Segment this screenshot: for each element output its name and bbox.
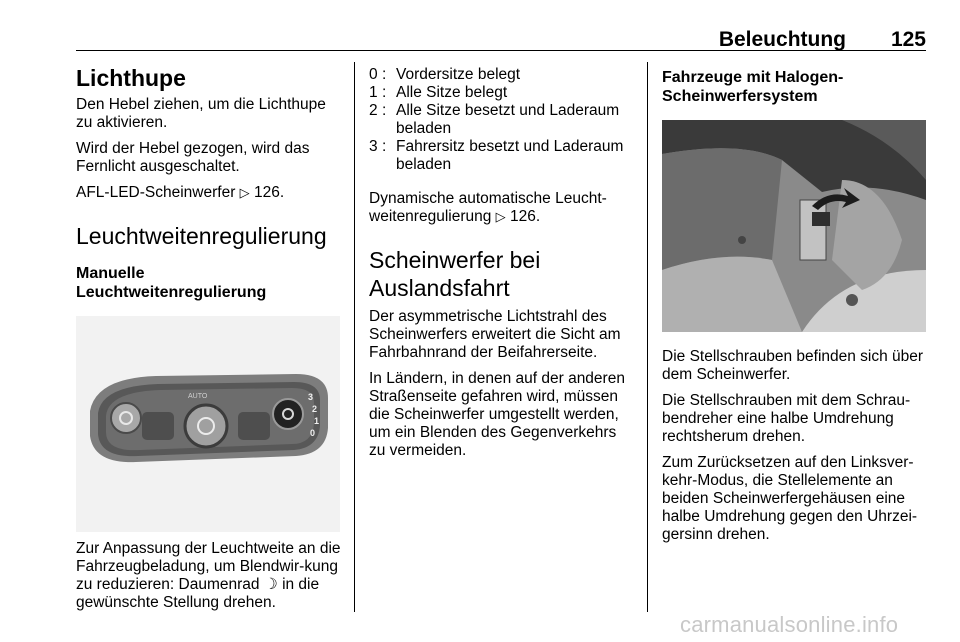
paragraph-halogen-2: Die Stellschrauben mit dem Schrau-bendreher eine halbe Umdrehung rechtsherum drehen. [662,392,911,445]
caption-thumbwheel [76,540,344,612]
heading-scheinwerfer-ausland-2: Auslandsfahrt [369,275,510,301]
column-1 [76,62,344,612]
list-item-colon: : [382,66,387,83]
list-item-colon: : [382,84,387,101]
column-3 [662,62,928,544]
headlight-adjusting-screw-photo [662,120,926,332]
headlight-range-thumbwheel-icon [273,399,303,429]
heading-lichthupe: Lichthupe [76,65,186,91]
list-item-number: 2 [369,102,378,119]
headlight-rotary-knob-icon [185,405,227,447]
paragraph-ausland-2: In Ländern, in denen auf der anderen Straßenseite gefahren wird, müssen die Scheinwerfer umgestellt werden, um ein Blenden des Gegenverkehrs zu vermeiden. [369,370,625,459]
list-item [369,84,633,102]
heading-leuchtweitenregulierung: Leuchtweitenregulierung [76,223,327,249]
paragraph-lichthupe-2: Wird der Hebel gezogen, wird das Fernlicht ausgeschaltet. [76,140,310,175]
page-ref-link[interactable]: 126. [509,208,541,225]
list-item-number: 1 [369,84,378,101]
heading-halogen-2: Scheinwerfersystem [662,88,818,105]
dial-label-0: 0 [310,428,316,438]
dial-label-2: 2 [312,404,318,414]
load-setting-list [369,66,633,174]
page-number: 125 [890,28,926,51]
column-2 [369,62,633,460]
page-ref-link[interactable]: 126. [253,184,285,201]
afl-text: AFL-LED-Scheinwerfer [76,184,236,201]
list-item-text: Vordersitze belegt [396,66,521,83]
list-item [369,66,633,84]
heading-scheinwerfer-ausland-1: Scheinwerfer bei [369,247,541,273]
column-divider-2 [647,62,648,612]
paragraph-afl [76,184,344,202]
page-ref-arrow-icon: ▷ [495,209,506,224]
list-item-number: 0 [369,66,378,83]
list-item-colon: : [382,138,387,155]
subheading-manuelle-1: Manuelle [76,265,145,282]
thumbwheel-symbol-icon: ☽ [263,576,278,593]
paragraph-halogen-3: Zum Zurücksetzen auf den Linksver-kehr-Modus, die Stellelemente an beiden Scheinwerfergehäusen eine halbe Umdrehung gegen den Uhrzei-gersinn drehen. [662,454,918,543]
auto-label: AUTO [188,393,208,400]
list-item-colon: : [382,102,387,119]
column-divider-1 [354,62,355,612]
heading-halogen-1: Fahrzeuge mit Halogen- [662,69,844,86]
paragraph-halogen-1: Die Stellschrauben befinden sich über dem Scheinwerfer. [662,348,924,383]
list-item-text: Fahrersitz besetzt und Laderaum beladen [396,138,624,173]
caption-text: Zur Anpassung der Leuchtweite an die Fahrzeugbeladung, um Blendwir-kung zu reduzieren: Daumenrad [76,540,341,593]
dial-label-3: 3 [308,392,314,402]
list-item [369,102,633,138]
page-header-title: Beleuchtung [718,28,846,51]
dial-label-1: 1 [314,416,320,426]
paragraph-lichthupe-1: Den Hebel ziehen, um die Lichthupe zu aktivieren. [76,96,326,131]
list-item-number: 3 [369,138,378,155]
header-rule [76,50,926,51]
page-ref-arrow-icon: ▷ [239,185,250,200]
list-item-text: Alle Sitze besetzt und Laderaum beladen [396,102,620,137]
caption-text-2: in die gewünschte Stellung drehen. [76,576,320,611]
light-switch-panel-photo [76,316,340,532]
paragraph-ausland-1: Der asymmetrische Lichtstrahl des Scheinwerfers erweitert die Sicht am Fahrbahnrand der Beifahrerseite. [369,308,621,361]
watermark-text: carmanualsonline.info [680,612,899,637]
list-item-text: Alle Sitze belegt [396,84,508,101]
fog-light-button-icon [111,403,141,433]
dynamic-text: Dynamische automatische Leucht-weitenregulierung [369,190,607,225]
list-item [369,138,633,174]
paragraph-dynamic [369,190,633,226]
subheading-manuelle-2: Leuchtweitenregulierung [76,284,267,301]
